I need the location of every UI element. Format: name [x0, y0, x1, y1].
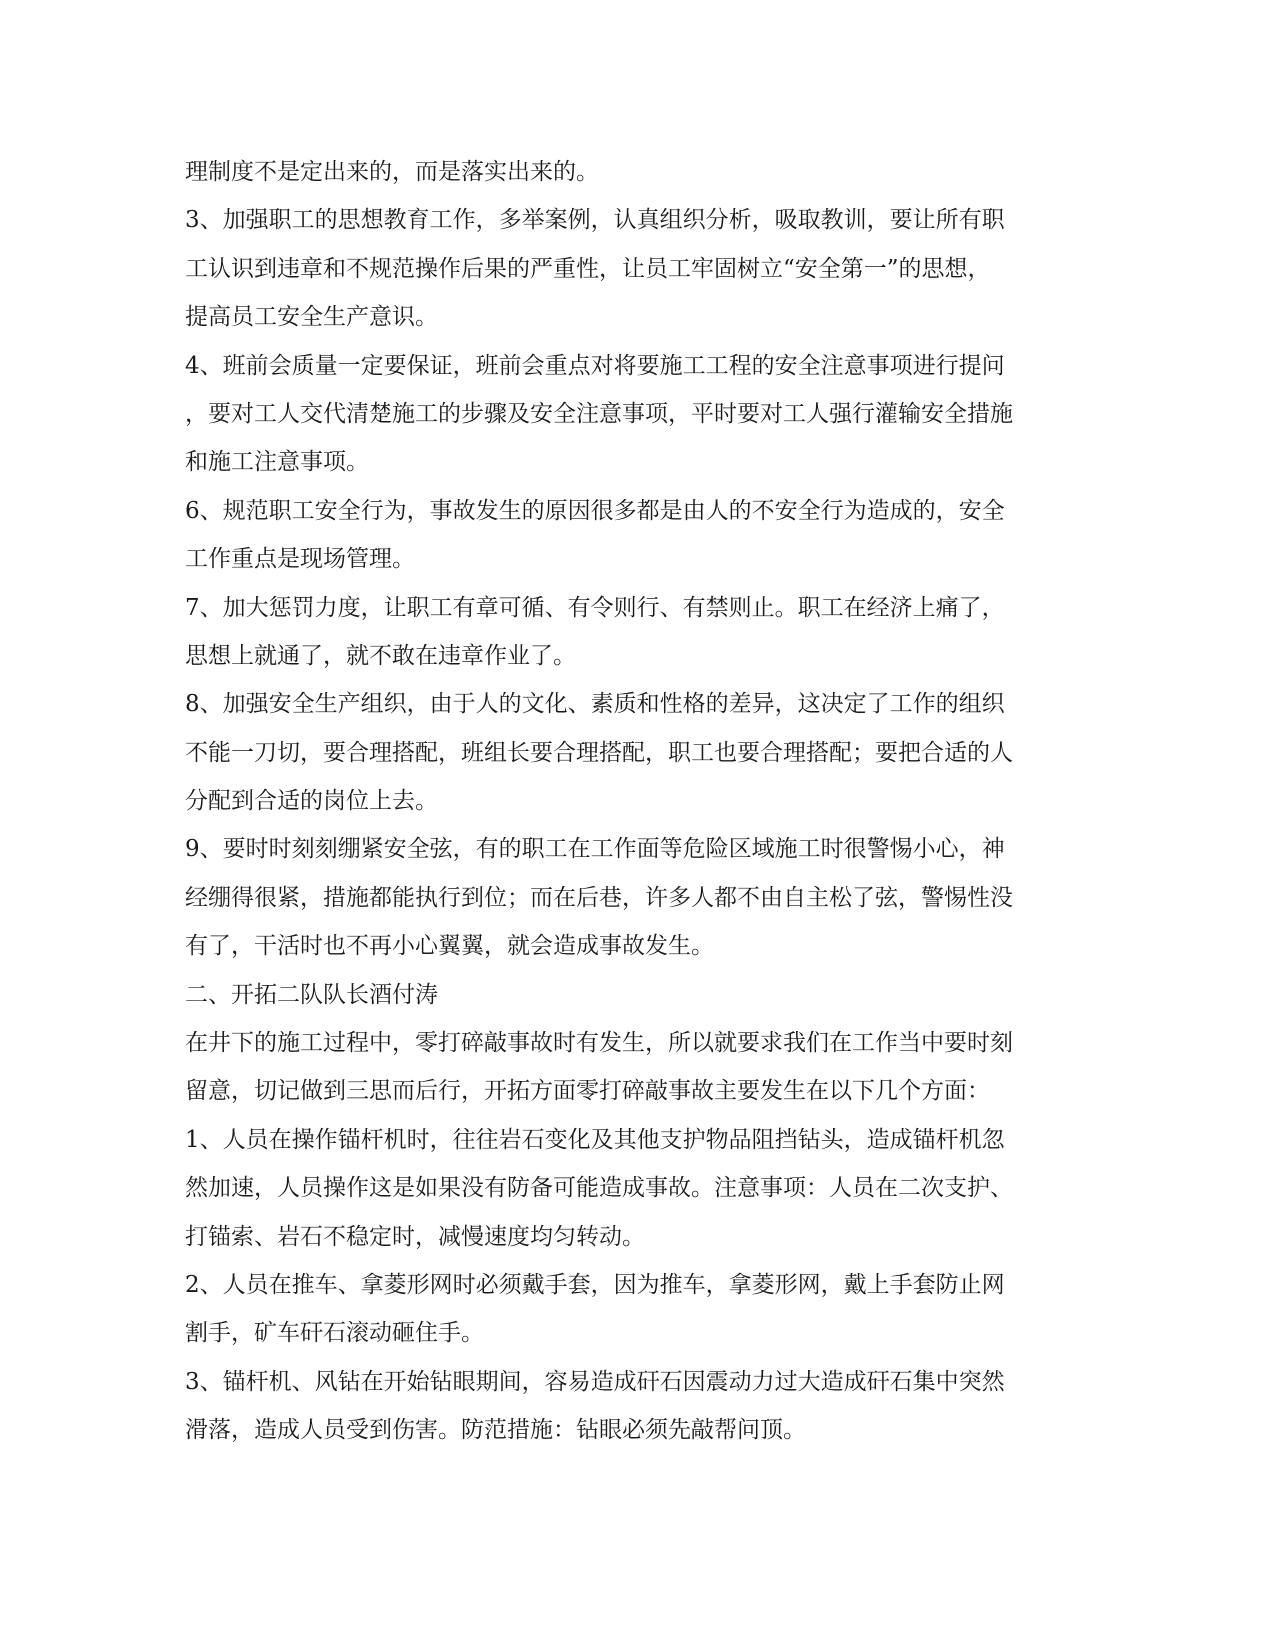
- text-line: 分配到合适的岗位上去。: [185, 788, 438, 815]
- text-line: 3、锚杆机、风钻在开始钻眼期间，容易造成矸石因震动力过大造成矸石集中突然: [185, 1368, 1005, 1395]
- document-body: [185, 148, 1085, 1455]
- text-line: 8、加强安全生产组织，由于人的文化、素质和性格的差异，这决定了工作的组织: [185, 691, 1005, 718]
- text-line: 割手，矿车矸石滚动砸住手。: [185, 1320, 484, 1347]
- text-line: 7、加大惩罚力度，让职工有章可循、有令则行、有禁则止。职工在经济上痛了，: [185, 594, 1005, 621]
- text-line: 在井下的施工过程中，零打碎敲事故时有发生，所以就要求我们在工作当中要时刻: [185, 1030, 1013, 1057]
- text-line: 和施工注意事项。: [185, 449, 369, 476]
- text-line: 然加速，人员操作这是如果没有防备可能造成事故。注意事项：人员在二次支护、: [185, 1175, 1013, 1202]
- text-line: 思想上就通了，就不敢在违章作业了。: [185, 642, 576, 669]
- text-line: 滑落，造成人员受到伤害。防范措施：钻眼必须先敲帮问顶。: [185, 1417, 806, 1444]
- section-heading: 二、开拓二队队长酒付涛: [185, 981, 438, 1008]
- text-line: 理制度不是定出来的，而是落实出来的。: [185, 159, 599, 185]
- text-line: 6、规范职工安全行为，事故发生的原因很多都是由人的不安全行为造成的，安全: [185, 497, 1005, 524]
- text-line: 4、班前会质量一定要保证，班前会重点对将要施工工程的安全注意事项进行提问: [185, 352, 1005, 379]
- text-line: 1、人员在操作锚杆机时，往往岩石变化及其他支护物品阻挡钻头，造成锚杆机忽: [185, 1126, 1005, 1153]
- text-line: 打锚索、岩石不稳定时，减慢速度均匀转动。: [185, 1223, 645, 1250]
- text-line: ，要对工人交代清楚施工的步骤及安全注意事项，平时要对工人强行灌输安全措施: [185, 400, 1013, 427]
- text-line: 2、人员在推车、拿菱形网时必须戴手套，因为推车，拿菱形网，戴上手套防止网: [185, 1271, 1005, 1298]
- text-line: 提高员工安全生产意识。: [185, 304, 438, 331]
- text-line: 留意，切记做到三思而后行，开拓方面零打碎敲事故主要发生在以下几个方面：: [185, 1078, 990, 1105]
- text-line: 工作重点是现场管理。: [185, 546, 415, 573]
- text-line: 9、要时时刻刻绷紧安全弦，有的职工在工作面等危险区域施工时很警惕小心，神: [185, 836, 1005, 863]
- text-line: 工认识到违章和不规范操作后果的严重性，让员工牢固树立“安全第一”的思想，: [185, 255, 991, 282]
- text-line: 经绷得很紧，措施都能执行到位；而在后巷，许多人都不由自主松了弦，警惕性没: [185, 884, 1013, 911]
- text-line: 3、加强职工的思想教育工作，多举案例，认真组织分析，吸取教训，要让所有职: [185, 207, 1005, 234]
- text-line: 不能一刀切，要合理搭配，班组长要合理搭配，职工也要合理搭配；要把合适的人: [185, 739, 1013, 766]
- text-line: 有了，干活时也不再小心翼翼，就会造成事故发生。: [185, 933, 714, 960]
